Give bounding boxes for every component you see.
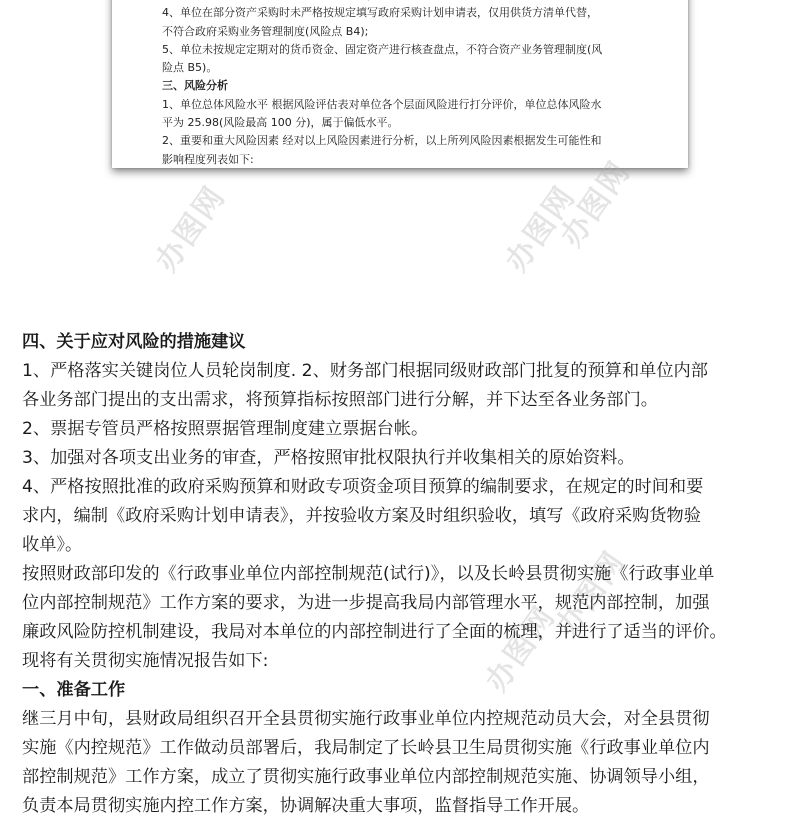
preview-heading: 三、风险分析 <box>162 79 228 93</box>
paragraph-line: 现将有关贯彻实施情况报告如下: <box>22 651 269 671</box>
section-heading: 四、关于应对风险的措施建议 <box>22 332 246 352</box>
preview-line: 1、单位总体风险水平 根据风险评估表对单位各个层面风险进行打分评价，单位总体风险水 <box>162 97 602 111</box>
preview-line: 不符合政府采购业务管理制度(风险点 B4); <box>162 24 369 38</box>
paragraph-line: 继三月中旬，县财政局组织召开全县贯彻实施行政事业单位内控规范动员大会，对全县贯彻 <box>22 709 710 729</box>
preview-text <box>162 0 657 168</box>
preview-line: 2、重要和重大风险因素 经对以上风险因素进行分析，以上所列风险因素根据发生可能性和 <box>162 134 602 148</box>
paragraph-line: 求内，编制《政府采购计划申请表》，并按验收方案及时组织验收，填写《政府采购货物验 <box>22 506 701 526</box>
preview-line: 影响程度列表如下: <box>162 152 254 166</box>
document-body <box>22 328 782 821</box>
document-preview-card <box>112 0 688 168</box>
watermark-3: 办图网 <box>499 179 583 279</box>
paragraph-line: 1、严格落实关键岗位人员轮岗制度. 2、财务部门根据同级财政部门批复的预算和单位内部 <box>22 361 708 381</box>
paragraph-line: 收单》。 <box>22 535 83 555</box>
watermark-5: 办图网 <box>479 599 563 699</box>
paragraph-line: 廉政风险防控机制建设，我局对本单位的内部控制进行了全面的梳理，并进行了适当的评价。 <box>22 622 727 642</box>
watermark-2: 办图网 <box>554 154 638 254</box>
paragraph-line: 3、加强对各项支出业务的审查，严格按照审批权限执行并收集相关的原始资料。 <box>22 448 635 468</box>
preview-line: 5、单位未按规定定期对的货币资金、固定资产进行核查盘点，不符合资产业务管理制度(风 <box>162 42 603 56</box>
watermark-1: 办图网 <box>149 179 233 279</box>
preview-line: 险点 B5)。 <box>162 61 218 75</box>
paragraph-line: 负责本局贯彻实施内控工作方案，协调解决重大事项，监督指导工作开展。 <box>22 796 590 816</box>
preview-line: 4、单位在部分资产采购时未严格按规定填写政府采购计划申请表，仅用供货方清单代替， <box>162 6 598 20</box>
watermark-4: 办图网 <box>549 544 633 644</box>
section-heading: 一、准备工作 <box>22 680 126 700</box>
preview-line: 平为 25.98(风险最高 100 分)，属于偏低水平。 <box>162 116 399 130</box>
paragraph-line: 各业务部门提出的支出需求，将预算指标按照部门进行分解，并下达至各业务部门。 <box>22 390 658 410</box>
paragraph-line: 实施《内控规范》工作做动员部署后，我局制定了长岭县卫生局贯彻实施《行政事业单位内 <box>22 738 710 758</box>
paragraph-line: 4、严格按照批准的政府采购预算和财政专项资金项目预算的编制要求，在规定的时间和要 <box>22 477 704 497</box>
paragraph-line: 2、票据专管员严格按照票据管理制度建立票据台帐。 <box>22 419 429 439</box>
paragraph-line: 部控制规范》工作方案，成立了贯彻实施行政事业单位内部控制规范实施、协调领导小组， <box>22 767 710 787</box>
paragraph-line: 位内部控制规范》工作方案的要求，为进一步提高我局内部管理水平，规范内部控制，加强 <box>22 593 710 613</box>
paragraph-line: 按照财政部印发的《行政事业单位内部控制规范(试行)》，以及长岭县贯彻实施《行政事业单 <box>22 564 715 584</box>
